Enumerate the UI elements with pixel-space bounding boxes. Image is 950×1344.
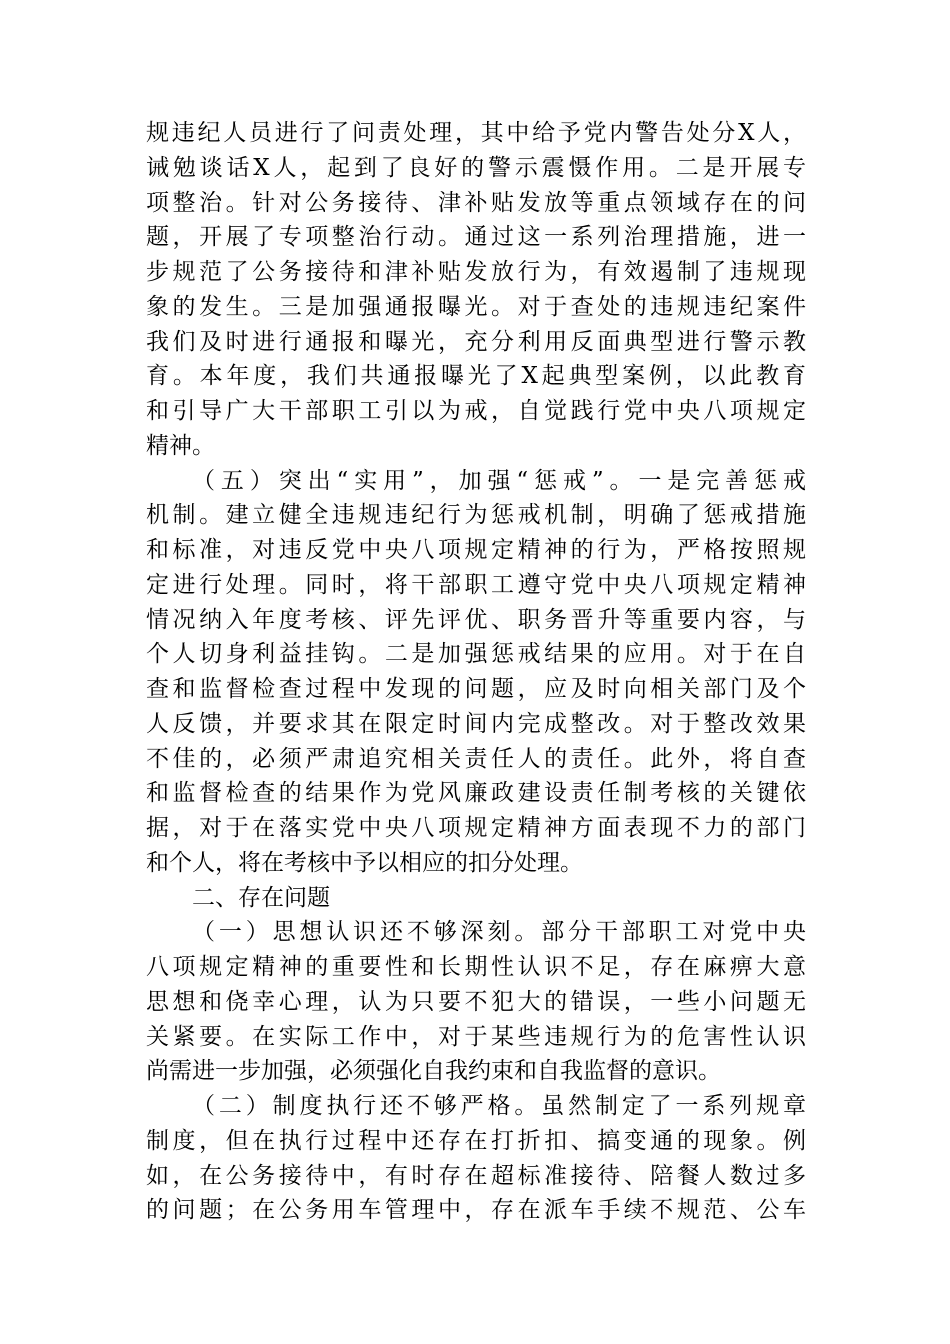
text-line: 关紧要。在实际工作中，对于某些违规行为的危害性认识 (146, 1023, 806, 1050)
text-line: 思想和侥幸心理，认为只要不犯大的错误，一些小问题无 (146, 988, 806, 1015)
text-line: 步规范了公务接待和津补贴发放行为，有效遏制了违规现 (146, 259, 806, 285)
text-line: 据，对于在落实党中央八项规定精神方面表现不力的部门 (146, 815, 806, 841)
text-line: 项整治。针对公务接待、津补贴发放等重点领域存在的问 (146, 189, 806, 216)
paragraph-start-line: （二）制度执行还不够严格。虽然制定了一系列规章 (192, 1093, 806, 1119)
text-line: 的问题；在公务用车管理中，存在派车手续不规范、公车 (146, 1197, 806, 1224)
text-line: 人反馈，并要求其在限定时间内完成整改。对于整改效果 (146, 710, 806, 737)
text-line: 象的发生。三是加强通报曝光。对于查处的违规违纪案件 (146, 293, 806, 320)
text-line: 制度，但在执行过程中还存在打折扣、搞变通的现象。例 (146, 1127, 806, 1154)
text-line: 八项规定精神的重要性和长期性认识不足，存在麻痹大意 (146, 954, 806, 980)
text-line: 和标准，对违反党中央八项规定精神的行为，严格按照规 (146, 537, 806, 563)
text-line: 机制。建立健全违规违纪行为惩戒机制，明确了惩戒措施 (146, 502, 806, 529)
text-line: 和引导广大干部职工引以为戒，自觉践行党中央八项规定 (146, 398, 806, 424)
text-line: 如，在公务接待中，有时存在超标准接待、陪餐人数过多 (146, 1162, 806, 1189)
text-line: 情况纳入年度考核、评先评优、职务晋升等重要内容，与 (146, 606, 806, 633)
text-line: 和个人，将在考核中予以相应的扣分处理。 (146, 849, 583, 876)
text-line: 育。本年度，我们共通报曝光了X起典型案例，以此教育 (146, 363, 806, 390)
text-line: 定进行处理。同时，将干部职工遵守党中央八项规定精神 (146, 571, 806, 598)
text-line: 个人切身利益挂钩。二是加强惩戒结果的应用。对于在自 (146, 641, 806, 668)
paragraph-start-line: （五）突出“实用”，加强“惩戒”。一是完善惩戒 (192, 467, 806, 494)
text-line: 尚需进一步加强，必须强化自我约束和自我监督的意识。 (146, 1058, 721, 1085)
document-page (146, 116, 806, 1228)
text-line: 精神。 (146, 432, 215, 459)
text-line: 我们及时进行通报和曝光，充分利用反面典型进行警示教 (146, 328, 806, 355)
section-heading: 二、存在问题 (192, 884, 330, 911)
text-line: 查和监督检查过程中发现的问题，应及时向相关部门及个 (146, 676, 806, 702)
text-line: 和监督检查的结果作为党风廉政建设责任制考核的关键依 (146, 780, 806, 807)
text-line: 不佳的，必须严肃追究相关责任人的责任。此外，将自查 (146, 745, 806, 772)
text-line: 规违纪人员进行了问责处理，其中给予党内警告处分X人， (146, 120, 806, 146)
text-line: 题，开展了专项整治行动。通过这一系列治理措施，进一 (146, 224, 806, 251)
paragraph-start-line: （一）思想认识还不够深刻。部分干部职工对党中央 (192, 919, 806, 946)
text-line: 诫勉谈话X人，起到了良好的警示震慑作用。二是开展专 (146, 154, 806, 181)
